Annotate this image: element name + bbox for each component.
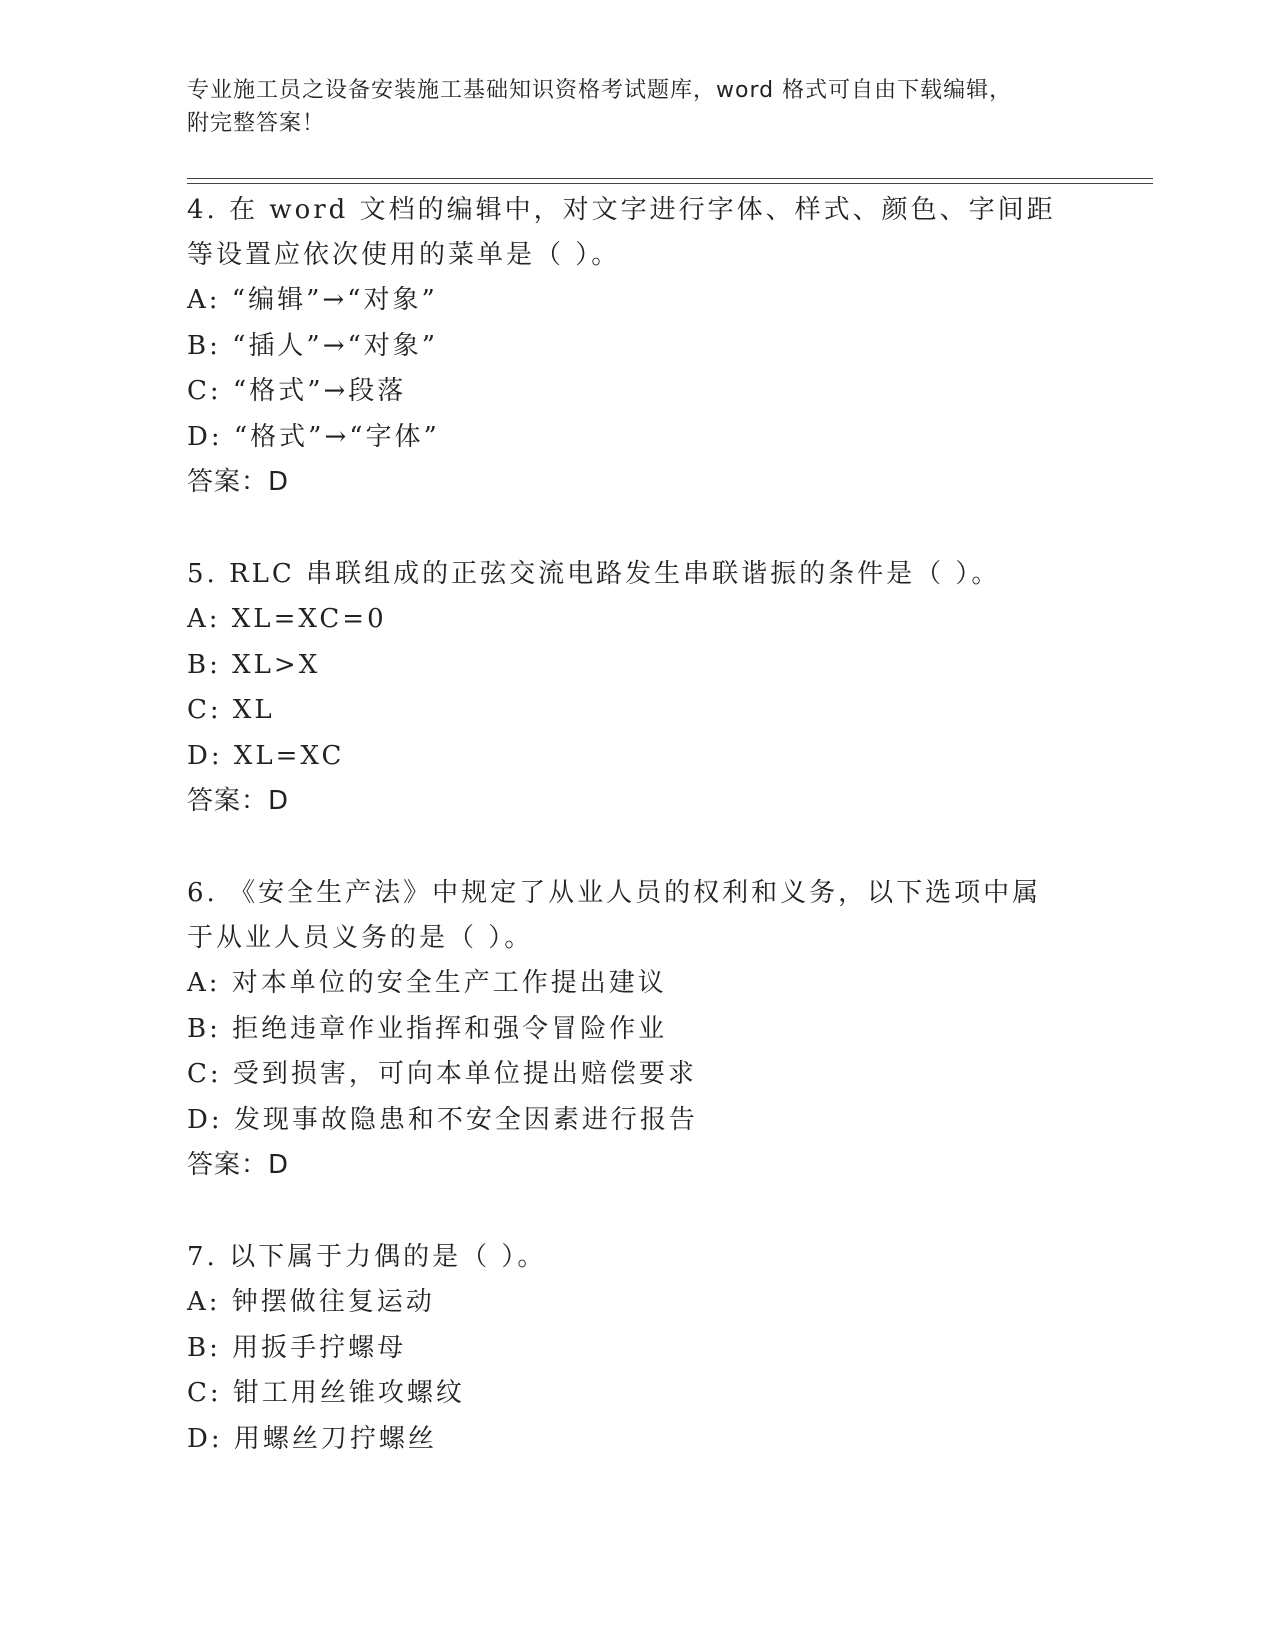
- option-d: D: 用螺丝刀拧螺丝: [187, 1423, 437, 1454]
- option-d: D: 发现事故隐患和不安全因素进行报告: [187, 1104, 698, 1135]
- option-b: B: XL>X: [187, 649, 321, 680]
- question-stem: 7. 以下属于力偶的是（ ）。: [187, 1242, 547, 1272]
- header-line-2: 附完整答案！: [187, 111, 326, 136]
- header-line-1: 专业施工员之设备安装施工基础知识资格考试题库，word 格式可自由下载编辑，: [187, 78, 1013, 103]
- question-stem: 5. RLC 串联组成的正弦交流电路发生串联谐振的条件是（ ）。: [187, 559, 1001, 589]
- option-c: C: “格式”→段落: [187, 376, 407, 406]
- question-spacer: [187, 1188, 1087, 1235]
- question-4: [187, 188, 1087, 505]
- option-d: D: XL=XC: [187, 740, 345, 771]
- option-c: C: 受到损害，可向本单位提出赔偿要求: [187, 1059, 697, 1089]
- answer-text: 答案：D: [187, 467, 290, 497]
- question-list: [187, 188, 1087, 1462]
- answer-text: 答案：D: [187, 1150, 290, 1180]
- option-d: D: “格式”→“字体”: [187, 421, 440, 452]
- option-b: B: 拒绝违章作业指挥和强令冒险作业: [187, 1013, 668, 1044]
- option-b: B: 用扳手拧螺母: [187, 1332, 407, 1363]
- question-5: [187, 552, 1087, 824]
- option-a: A: 钟摆做往复运动: [187, 1287, 435, 1317]
- question-stem: 4. 在 word 文档的编辑中，对文字进行字体、样式、颜色、字间距等设置应依次使用的菜单是（ ）。: [187, 195, 1056, 270]
- option-b: B: “插人”→“对象”: [187, 330, 439, 361]
- header-divider-bottom: [187, 183, 1153, 184]
- document-header: [187, 74, 1087, 140]
- option-a: A: “编辑”→“对象”: [187, 285, 438, 315]
- question-spacer: [187, 824, 1087, 871]
- question-spacer: [187, 505, 1087, 552]
- option-c: C: 钳工用丝锥攻螺纹: [187, 1378, 465, 1408]
- question-6: [187, 871, 1087, 1188]
- question-stem: 6. 《安全生产法》中规定了从业人员的权利和义务，以下选项中属于从业人员义务的是（ ）。: [187, 878, 1042, 953]
- option-a: A: 对本单位的安全生产工作提出建议: [187, 968, 667, 998]
- question-7: [187, 1235, 1087, 1462]
- answer-text: 答案：D: [187, 786, 290, 816]
- header-divider-top: [187, 178, 1153, 179]
- option-c: C: XL: [187, 695, 275, 725]
- option-a: A: XL=XC=0: [187, 604, 387, 634]
